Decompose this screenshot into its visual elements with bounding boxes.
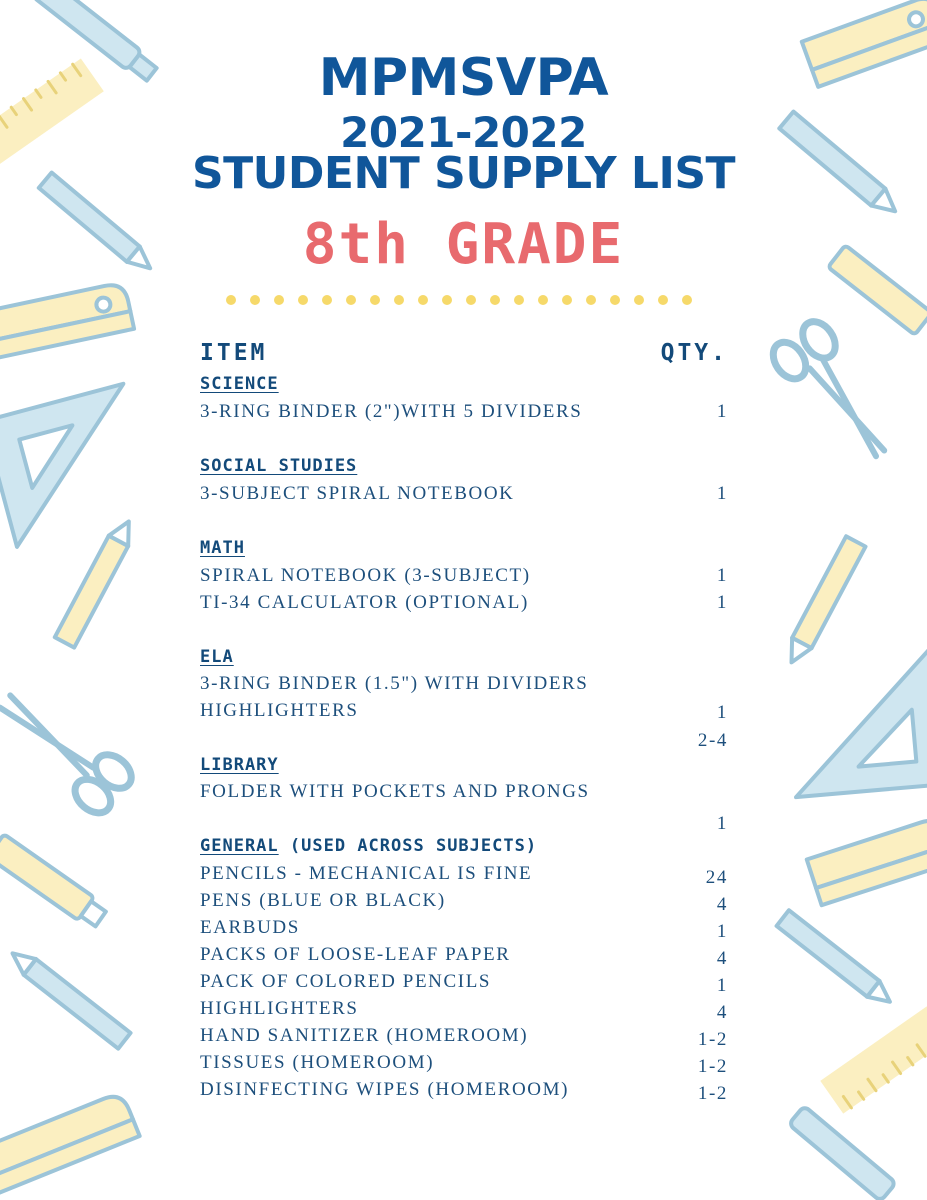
stapler-icon <box>807 816 927 905</box>
item-column-header: ITEM <box>200 340 268 366</box>
school-year: 2021-2022 <box>340 108 587 157</box>
list-item: HIGHLIGHTERS 4 <box>200 998 728 1023</box>
section-science: SCIENCE <box>200 374 279 394</box>
pencil-icon <box>782 536 866 667</box>
section-ela: ELA <box>200 647 234 667</box>
section-social-studies: SOCIAL STUDIES <box>200 456 358 476</box>
stapler-icon <box>0 1091 140 1195</box>
list-item: TI-34 CALCULATOR (OPTIONAL) 1 <box>200 592 728 613</box>
stapler-icon <box>0 282 134 362</box>
list-item: SPIRAL NOTEBOOK (3-SUBJECT) 1 <box>200 565 728 586</box>
section-general: GENERAL (USED ACROSS SUBJECTS) <box>200 836 538 856</box>
scissors-icon <box>0 679 138 820</box>
scissors-icon <box>767 315 904 473</box>
pen-icon <box>789 1106 896 1200</box>
list-item: DISINFECTING WIPES (HOMEROOM) 1-2 <box>200 1079 728 1104</box>
qty-column-header: QTY. <box>660 340 728 366</box>
pencil-icon <box>6 945 130 1048</box>
list-item: PACKS OF LOOSE-LEAF PAPER 4 <box>200 944 728 969</box>
list-item: 3-RING BINDER (1.5") WITH DIVIDERS <box>200 673 589 694</box>
list-item: HAND SANITIZER (HOMEROOM) 1-2 <box>200 1025 728 1050</box>
list-item: TISSUES (HOMEROOM) 1-2 <box>200 1052 728 1077</box>
list-item: PACK OF COLORED PENCILS 1 <box>200 971 728 996</box>
grade-heading: 8th GRADE <box>302 212 625 277</box>
list-item: PENS (BLUE OR BLACK) 4 <box>200 890 728 915</box>
school-name: MPMSVPA <box>318 48 609 108</box>
list-item: 3-SUBJECT SPIRAL NOTEBOOK 1 <box>200 483 728 504</box>
list-item: FOLDER WITH POCKETS AND PRONGS <box>200 781 590 802</box>
pencil-icon <box>777 910 896 1009</box>
list-item: HIGHLIGHTERS 1 <box>200 700 728 723</box>
list-item: PENCILS - MECHANICAL IS FINE 24 <box>200 863 728 888</box>
dotted-divider <box>224 293 694 307</box>
highlighter-icon <box>0 834 109 930</box>
page-title: STUDENT SUPPLY LIST <box>191 148 736 199</box>
set-square-icon <box>0 384 157 547</box>
list-item: EARBUDS 1 <box>200 917 728 942</box>
ruler-icon <box>820 1006 927 1113</box>
list-item: 3-RING BINDER (2")WITH 5 DIVIDERS 1 <box>200 401 728 422</box>
section-library: LIBRARY <box>200 755 279 775</box>
set-square-icon <box>784 650 927 797</box>
column-headers <box>200 340 730 366</box>
section-math: MATH <box>200 538 245 558</box>
pencil-icon <box>55 516 139 647</box>
